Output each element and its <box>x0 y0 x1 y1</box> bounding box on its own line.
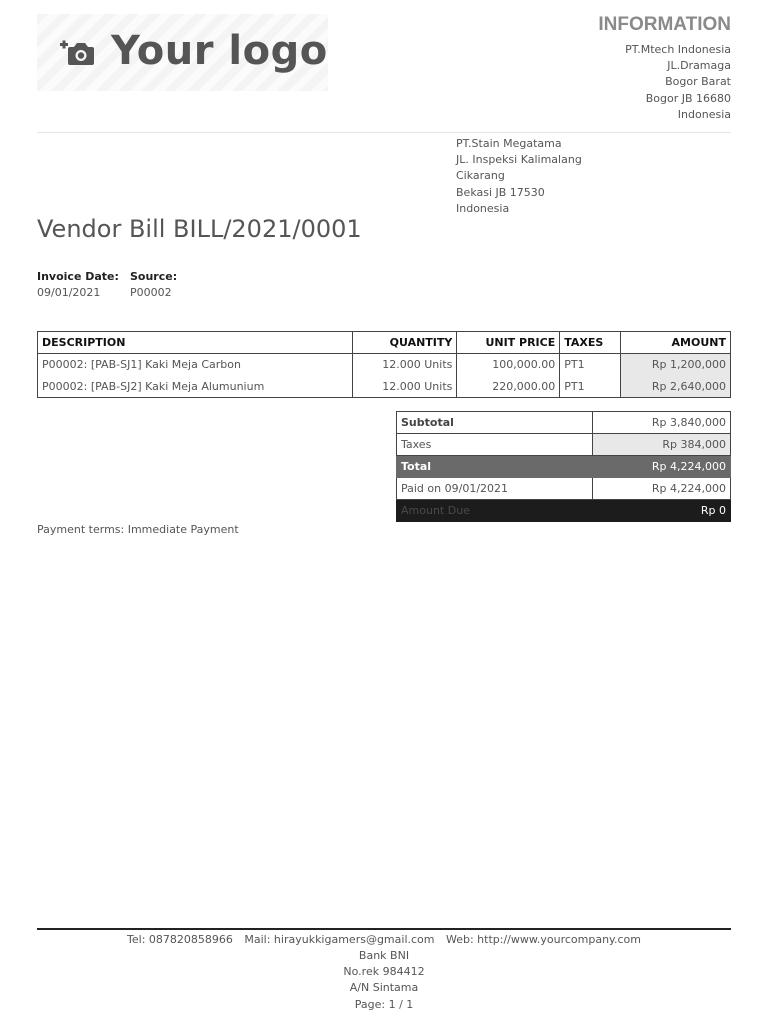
invoice-lines-table <box>37 331 731 398</box>
company-address-line: Bogor JB 16680 <box>645 91 731 105</box>
total-row <box>397 456 731 478</box>
page-current: 1 <box>388 997 396 1011</box>
total-label: Total <box>397 456 593 478</box>
footer-bank-name: Bank BNI <box>358 949 410 962</box>
table-row <box>38 354 731 376</box>
subtotal-label: Subtotal <box>397 412 593 434</box>
col-description: DESCRIPTION <box>38 332 353 354</box>
subtotal-value: Rp 3,840,000 <box>593 412 731 434</box>
footer-website: Web: http://www.yourcompany.com <box>446 933 641 946</box>
amount-due-value: Rp 0 <box>593 500 731 522</box>
vendor-address-line: Indonesia <box>456 201 510 215</box>
paid-value: Rp 4,224,000 <box>593 478 731 500</box>
amount-due-row <box>397 500 731 522</box>
paid-row <box>397 478 731 500</box>
page-number <box>37 997 731 1013</box>
table-row <box>38 376 731 398</box>
line-quantity: 12.000 Units <box>352 376 457 398</box>
company-address <box>625 42 731 123</box>
col-quantity: QUANTITY <box>352 332 457 354</box>
line-quantity: 12.000 Units <box>352 354 457 376</box>
invoice-date-label: Invoice Date: <box>37 270 119 283</box>
page-title: Vendor Bill BILL/2021/0001 <box>37 215 362 243</box>
line-amount: Rp 2,640,000 <box>621 376 731 398</box>
company-address-line: Bogor Barat <box>665 75 731 89</box>
vendor-address-line: JL. Inspeksi Kalimalang <box>456 153 582 167</box>
page-total: 1 <box>406 997 414 1011</box>
logo-text: Your logo <box>111 28 328 74</box>
line-unit-price: 100,000.00 <box>457 354 560 376</box>
company-address-line: Indonesia <box>677 107 731 121</box>
invoice-date-block <box>37 269 119 301</box>
vendor-address-line: Cikarang <box>456 169 505 183</box>
payment-terms: Payment terms: Immediate Payment <box>37 523 239 536</box>
col-unit-price: UNIT PRICE <box>457 332 560 354</box>
vendor-address-line: Bekasi JB 17530 <box>456 185 545 199</box>
vendor-address-line: PT.Stain Megatama <box>456 137 562 150</box>
line-taxes: PT1 <box>560 376 621 398</box>
amount-due-label: Amount Due <box>397 500 593 522</box>
line-description: P00002: [PAB-SJ2] Kaki Meja Alumunium <box>38 376 353 398</box>
line-taxes: PT1 <box>560 354 621 376</box>
invoice-date-value: 09/01/2021 <box>37 286 101 299</box>
totals-table <box>396 411 731 522</box>
information-title: INFORMATION <box>598 14 731 35</box>
source-value: P00002 <box>130 286 172 299</box>
company-address-line: PT.Mtech Indonesia <box>625 43 731 56</box>
company-address-line: JL.Dramaga <box>667 59 731 73</box>
total-value: Rp 4,224,000 <box>593 456 731 478</box>
footer <box>37 932 731 1013</box>
footer-email: Mail: hirayukkigamers@gmail.com <box>244 933 435 946</box>
subtotal-row <box>397 412 731 434</box>
header-divider <box>37 132 731 133</box>
col-taxes: TAXES <box>560 332 621 354</box>
paid-label: Paid on 09/01/2021 <box>397 478 593 500</box>
source-label: Source: <box>130 270 178 283</box>
taxes-value: Rp 384,000 <box>593 434 731 456</box>
table-header-row <box>38 332 731 354</box>
vendor-address <box>456 136 582 217</box>
line-unit-price: 220,000.00 <box>457 376 560 398</box>
footer-account-number: No.rek 984412 <box>343 965 425 979</box>
add-photo-icon <box>58 35 94 69</box>
footer-account-holder: A/N Sintama <box>349 981 419 995</box>
page-label: Page: <box>354 997 386 1011</box>
taxes-row <box>397 434 731 456</box>
page-separator: / <box>399 997 403 1011</box>
taxes-label: Taxes <box>397 434 593 456</box>
line-amount: Rp 1,200,000 <box>621 354 731 376</box>
footer-phone: Tel: 087820858966 <box>127 933 233 946</box>
source-block <box>130 269 177 301</box>
line-description: P00002: [PAB-SJ1] Kaki Meja Carbon <box>38 354 353 376</box>
footer-contact <box>37 932 731 948</box>
col-amount: AMOUNT <box>621 332 731 354</box>
footer-divider <box>37 928 731 930</box>
